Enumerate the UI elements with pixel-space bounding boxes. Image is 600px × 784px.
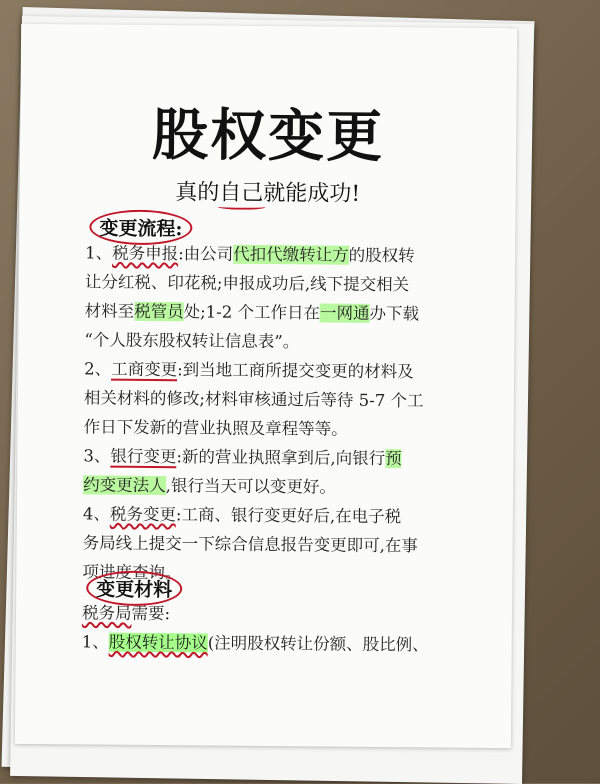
section-heading-process: 变更流程: bbox=[89, 209, 192, 245]
item1-line3-highlight2: 一网通 bbox=[320, 303, 370, 322]
materials-sub-tail: 需要: bbox=[131, 604, 170, 623]
item1-line3-tail: 办下载 bbox=[369, 304, 419, 323]
item3-highlight: 预 bbox=[385, 449, 402, 468]
item1-text: :由公司 bbox=[178, 244, 233, 263]
materials-item1-tail: (注明股权转让份额、股比例、 bbox=[208, 634, 429, 655]
subtitle-part3: 就能成功! bbox=[263, 181, 360, 207]
item4-line2: 务局线上提交一下综合信息报告变更即可,在事 bbox=[82, 528, 462, 560]
materials-item1-highlight: 股权转让协议 bbox=[109, 633, 208, 653]
materials-item1-prefix: 1、 bbox=[82, 632, 109, 651]
section-heading-materials: 变更材料 bbox=[86, 570, 182, 606]
item2-line2: 相关材料的修改;材料审核通过后等待 5-7 个工 bbox=[84, 383, 464, 415]
item4-line3: 项进度查询。 bbox=[82, 557, 462, 589]
item1-line3-highlight: 税管员 bbox=[134, 302, 184, 321]
item2-text: :到当地工商所提交变更的材料及 bbox=[177, 360, 414, 381]
materials-sub-line bbox=[82, 598, 462, 630]
item3-line1 bbox=[83, 441, 463, 473]
item3-line2 bbox=[83, 470, 463, 502]
item3-line2-highlight: 约变更法人 bbox=[83, 475, 166, 495]
subtitle-part2-underlined: 自己 bbox=[219, 181, 263, 206]
item2-line3: 作日下发新的营业执照及章程等等。 bbox=[84, 412, 464, 444]
item1-line1 bbox=[85, 238, 465, 270]
item4-text: :工商、银行变更好后,在电子税 bbox=[176, 505, 401, 526]
item1-label: 税务申报 bbox=[112, 244, 178, 264]
materials-sub-label: 税务局 bbox=[82, 603, 132, 622]
item2-label: 工商变更 bbox=[111, 360, 177, 382]
materials-item1 bbox=[82, 627, 462, 659]
item2-prefix: 2、 bbox=[84, 359, 111, 378]
section-process-body bbox=[82, 238, 465, 589]
subtitle-part1: 真的 bbox=[175, 180, 219, 205]
item1-line2: 让分红税、印花税;申报成功后,线下提交相关 bbox=[85, 267, 465, 299]
document-subtitle bbox=[20, 174, 516, 209]
item3-label: 银行变更 bbox=[110, 447, 176, 469]
item4-prefix: 4、 bbox=[83, 504, 110, 523]
document-page bbox=[15, 24, 517, 748]
section-materials-body bbox=[82, 598, 462, 659]
item1-line3 bbox=[85, 296, 465, 328]
item2-line1 bbox=[84, 354, 464, 386]
item3-prefix: 3、 bbox=[83, 446, 110, 465]
item1-line4: “个人股东股权转让信息表”。 bbox=[84, 325, 464, 357]
item3-text: :新的营业执照拿到后,向银行 bbox=[176, 447, 385, 468]
item1-line3-prefix: 材料至 bbox=[85, 301, 135, 320]
document-title: 股权变更 bbox=[20, 90, 517, 174]
item4-line1 bbox=[83, 499, 463, 531]
item1-tail: 的股权转 bbox=[349, 246, 415, 266]
item1-line3-mid: 处;1-2 个工作日在 bbox=[184, 302, 321, 322]
item1-highlight: 代扣代缴转让方 bbox=[233, 245, 349, 265]
item3-line2-tail: ,银行当天可以变更好。 bbox=[166, 476, 336, 496]
item4-label: 税务变更 bbox=[110, 505, 176, 525]
item1-prefix: 1、 bbox=[85, 243, 112, 262]
